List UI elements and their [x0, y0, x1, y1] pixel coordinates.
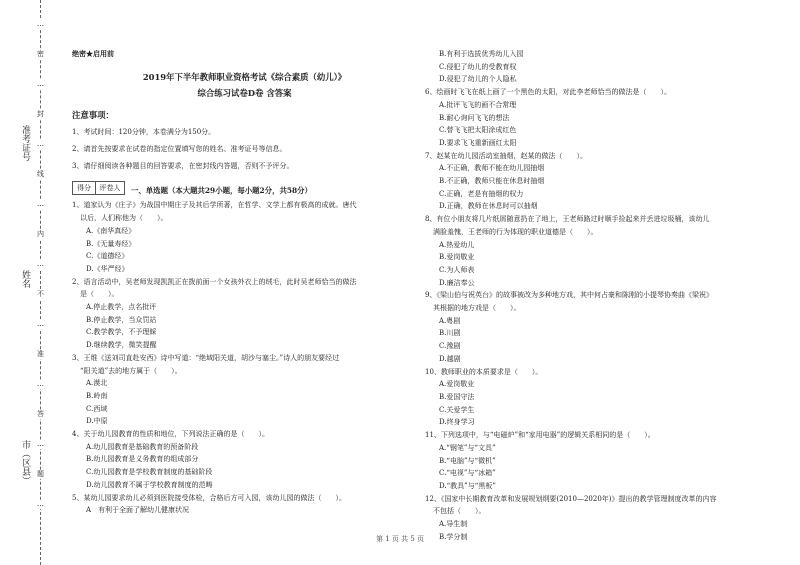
question-line: A.热爱幼儿: [439, 240, 475, 249]
question-line: B.“电脑”与“微机”: [439, 456, 496, 465]
seal-char: …: [37, 260, 44, 268]
question-line: B.不正确，教师只能在休息时抽烟: [439, 177, 545, 186]
question-line: A.“钢笔”与“文具”: [439, 443, 496, 452]
question-line: C.“电视”与“冰箱”: [439, 469, 496, 478]
seal-char: 不: [37, 290, 44, 298]
question-line: 4、关于幼儿园教育的性质和地位，下列说法正确的是（ ）。: [72, 430, 269, 439]
question-line: B.耐心询问飞飞的想法: [439, 113, 510, 122]
question-line: B.幼儿园教育是义务教育的组成部分: [86, 455, 199, 464]
question-line: D.终身学习: [439, 418, 475, 427]
question-list-left: [72, 199, 417, 517]
question-line: D.“教具”与“黑板”: [439, 481, 496, 490]
question-line: A 有利于全面了解幼儿健康状况: [86, 506, 190, 515]
question-line: B.《无量寿经》: [86, 239, 136, 248]
score-box: [72, 181, 125, 195]
seal-char: …: [37, 80, 44, 88]
section-header: [72, 175, 417, 195]
question-line: 不包括（ ）。: [433, 507, 486, 516]
question-line: C.豫剧: [439, 342, 461, 351]
notice-item: 3、请仔细阅读各种题目的回答要求，在密封线内答题，否则不予评分。: [72, 162, 294, 171]
question-line: C.替飞飞把太阳涂成红色: [439, 126, 517, 135]
seal-char: …: [37, 320, 44, 328]
question-line: D.侵犯了幼儿的个人隐私: [439, 75, 517, 84]
question-line: D.正确，教师在休息时可以抽烟: [439, 202, 538, 211]
question-line: C.关爱学生: [439, 405, 475, 414]
question-line: 10、教师职业的本质要求是（ ）。: [425, 367, 543, 376]
question-line: C.《道德经》: [86, 252, 129, 261]
question-line: D.《华严经》: [86, 264, 129, 273]
question-line: B.停止教学，当众罚站: [86, 315, 157, 324]
question-line: 以后，人们称他为（ ）。: [80, 214, 168, 223]
seal-char: 内: [37, 230, 44, 238]
seal-char: 准: [37, 350, 44, 358]
question-line: 2、语言活动中，吴老师发现凯凯正在拨前面一个女孩外衣上的绒毛，此时吴老师恰当的做法: [72, 277, 357, 286]
seal-char: 题: [37, 470, 44, 478]
question-line: 1、道家认为《庄子》为战国中期庄子及其后学所著，在哲学、文学上都有极高的成就。唐代: [72, 201, 357, 210]
question-line: A.粤剧: [439, 316, 461, 325]
question-line: C.正确，老是有抽烟的权力: [439, 189, 524, 198]
seal-char: 答: [37, 410, 44, 418]
question-line: A.漠北: [86, 379, 108, 388]
question-line: D.廉洁奉公: [439, 278, 475, 287]
seal-char: …: [37, 440, 44, 448]
exam-title: 2019年下半年教师职业资格考试《综合素质（幼儿）》: [142, 71, 347, 82]
question-line: D.中原: [86, 417, 108, 426]
seal-char: …: [37, 380, 44, 388]
seal-char: 封: [37, 110, 44, 118]
notice-item: 1、考试时间：120分钟，本卷满分为150分。: [72, 128, 216, 137]
question-line: 12、《国家中长期教育改革和发展规划纲要(2010—2020年)》提出的教学管理制度改革的内容: [425, 494, 717, 503]
secret-mark: 绝密★启用前: [72, 49, 114, 58]
exam-subtitle: 综合练习试卷D卷 含答案: [197, 87, 292, 98]
question-line: A.停止教学，点名批评: [86, 303, 157, 312]
question-line: 3、王维《送刘司直赴安西》诗中写道：“绝域阳关道，胡沙与塞尘。”诗人的朋友要经过: [72, 353, 340, 362]
left-column: [72, 48, 417, 517]
seal-char: …: [37, 200, 44, 208]
district-label: 市（区县）: [20, 440, 30, 485]
question-line: 满脸羞愧，王老师的行为体现的职业道德是（ ）。: [433, 227, 598, 236]
question-line: D.幼儿园教育不属于学校教育制度的范畴: [86, 480, 213, 489]
seal-char: …: [37, 500, 44, 508]
question-line: 8、有位小朋友将几片纸屑随意扔在了地上，王老师路过时顺手捡起来并丢进垃圾桶，该幼儿: [425, 215, 710, 224]
grader-cell: 评卷人: [99, 184, 121, 193]
question-line: B.有利于选拔优秀幼儿入园: [439, 50, 524, 58]
question-line: B.岭南: [86, 391, 108, 400]
question-line: C.为人师表: [439, 265, 475, 274]
binding-margin: [0, 0, 52, 565]
question-line: D.要求飞飞重新画红太阳: [439, 138, 517, 147]
section-heading: 一、单选题（本大题共29小题，每小题2分，共58分）: [131, 185, 312, 195]
exam-number-label: 准考证号: [20, 125, 30, 161]
question-list-right: [425, 48, 770, 543]
question-line: B.爱岗敬业: [439, 253, 475, 262]
notice-heading: 注意事项：: [72, 109, 114, 120]
question-line: 5、某幼儿园要求幼儿必须到医院接受体检，合格后方可入园，该幼儿园的做法（ ）。: [72, 493, 346, 502]
question-line: 6、绘画时飞飞在纸上画了一个黑色的太阳，对此李老师恰当的做法是（ ）。: [425, 88, 671, 97]
question-line: 11、下列选项中，与“电磁炉”和“家用电器”的逻辑关系相同的是（ ）。: [425, 431, 655, 440]
seal-char: 密: [37, 50, 44, 58]
question-line: A.《南华真经》: [86, 226, 136, 235]
question-line: C.教学教学，不予理睬: [86, 328, 157, 337]
question-line: D.继续教学，微笑提醒: [86, 341, 157, 350]
question-line: D.越剧: [439, 354, 461, 363]
question-line: C.侵犯了幼儿的受教育权: [439, 62, 517, 71]
seal-char: …: [37, 140, 44, 148]
question-line: A.幼儿园教育是基础教育的预备阶段: [86, 442, 199, 451]
notice-item: 2、请首先按要求在试卷的指定位置填写您的姓名、准考证号等信息。: [72, 145, 287, 154]
page-footer: 第 1 页 共 5 页: [375, 535, 425, 543]
question-line: 7、赵某在幼儿园活动室抽烟，赵某的做法（ ）。: [425, 151, 587, 160]
question-line: B.川剧: [439, 329, 461, 338]
score-cell: 得分: [73, 182, 96, 194]
question-line: 其根据的地方戏是（ ）。: [433, 304, 521, 313]
seal-char: …: [37, 20, 44, 28]
question-line: 9、《梁山伯与祝英台》的故事被改为多种地方戏，其中何占豪和陈刚的小提琴协奏曲《梁祝》: [425, 291, 713, 300]
name-label: 姓名: [20, 270, 30, 288]
question-line: C.幼儿园教育是学校教育制度的基础阶段: [86, 468, 213, 477]
question-line: “阳关道”去的地方属于（ ）。: [80, 366, 182, 375]
seal-char: 线: [37, 170, 44, 178]
right-column: [425, 48, 770, 543]
question-line: B.学分制: [439, 532, 468, 541]
question-line: C.西域: [86, 404, 108, 413]
question-line: A.导生制: [439, 520, 468, 529]
question-line: B.爱国守法: [439, 392, 475, 401]
question-line: A.爱岗敬业: [439, 380, 475, 389]
question-line: 是（ ）。: [80, 290, 119, 299]
question-line: A.批评飞飞的画不合常理: [439, 100, 517, 109]
question-line: A.不正确，教师不能在幼儿园抽烟: [439, 164, 545, 173]
